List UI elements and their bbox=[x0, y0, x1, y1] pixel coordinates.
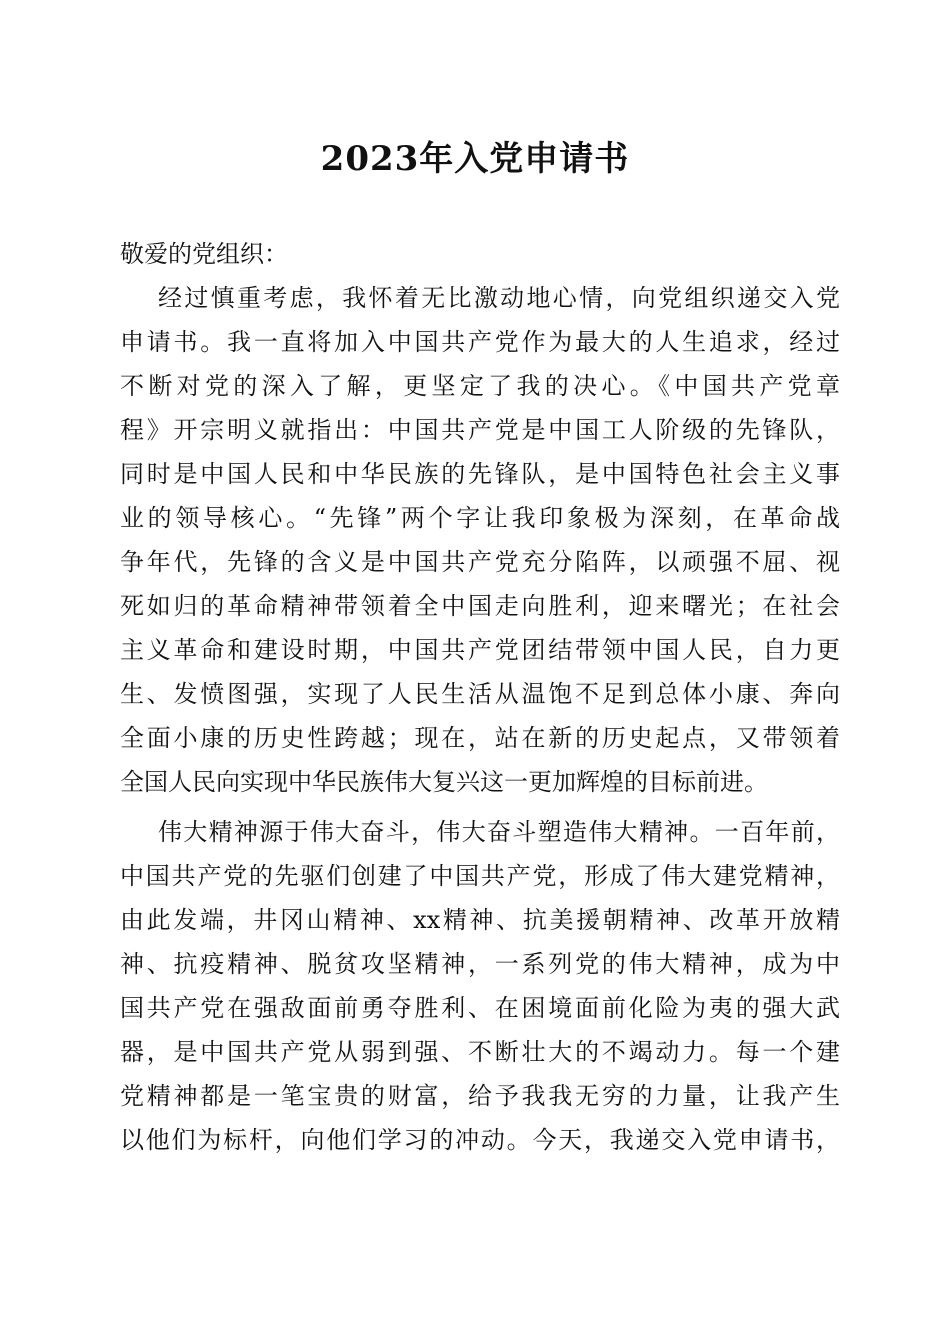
paragraph-1-line: 争年代，先锋的含义是中国共产党充分陷阵，以顽强不屈、视 bbox=[120, 548, 840, 576]
paragraph-2-line: 国共产党在强敌面前勇夺胜利、在困境面前化险为夷的强大武 bbox=[120, 994, 840, 1022]
salutation: 敬爱的党组织： bbox=[120, 240, 288, 268]
paragraph-1-line: 全国人民向实现中华民族伟大复兴这一更加辉煌的目标前进。 bbox=[120, 768, 768, 796]
paragraph-1-line: 全面小康的历史性跨越；现在，站在新的历史起点，又带领着 bbox=[120, 724, 840, 752]
paragraph-1-line: 死如归的革命精神带领着全中国走向胜利，迎来曙光；在社会 bbox=[120, 592, 840, 620]
paragraph-1-line: 主义革命和建设时期，中国共产党团结带领中国人民，自力更 bbox=[120, 636, 840, 664]
paragraph-1-line: 经过慎重考虑，我怀着无比激动地心情，向党组织递交入党 bbox=[158, 284, 840, 312]
paragraph-2-line: 器，是中国共产党从弱到强、不断壮大的不竭动力。每一个建 bbox=[120, 1038, 840, 1066]
paragraph-1-line: 不断对党的深入了解，更坚定了我的决心。《中国共产党章 bbox=[120, 372, 840, 400]
paragraph-1-line: 同时是中国人民和中华民族的先锋队，是中国特色社会主义事 bbox=[120, 460, 840, 488]
paragraph-1-line: 申请书。我一直将加入中国共产党作为最大的人生追求，经过 bbox=[120, 328, 840, 356]
paragraph-2-line: 党精神都是一笔宝贵的财富，给予我我无穷的力量，让我产生 bbox=[120, 1082, 840, 1110]
paragraph-2-line: 以他们为标杆，向他们学习的冲动。今天，我递交入党申请书， bbox=[120, 1126, 840, 1154]
paragraph-1-line: 生、发愤图强，实现了人民生活从温饱不足到总体小康、奔向 bbox=[120, 680, 840, 708]
paragraph-1-line: 程》开宗明义就指出：中国共产党是中国工人阶级的先锋队， bbox=[120, 416, 840, 444]
paragraph-2-line: 伟大精神源于伟大奋斗，伟大奋斗塑造伟大精神。一百年前， bbox=[158, 818, 840, 846]
paragraph-2-line: 神、抗疫精神、脱贫攻坚精神，一系列党的伟大精神，成为中 bbox=[120, 950, 840, 978]
paragraph-2-line: 由此发端，井冈山精神、xx精神、抗美援朝精神、改革开放精 bbox=[120, 906, 840, 934]
paragraph-1-line: 业的领导核心。“先锋”两个字让我印象极为深刻，在革命战 bbox=[120, 504, 840, 532]
document-title: 2023年入党申请书 bbox=[320, 139, 630, 179]
paragraph-2-line: 中国共产党的先驱们创建了中国共产党，形成了伟大建党精神， bbox=[120, 862, 840, 890]
